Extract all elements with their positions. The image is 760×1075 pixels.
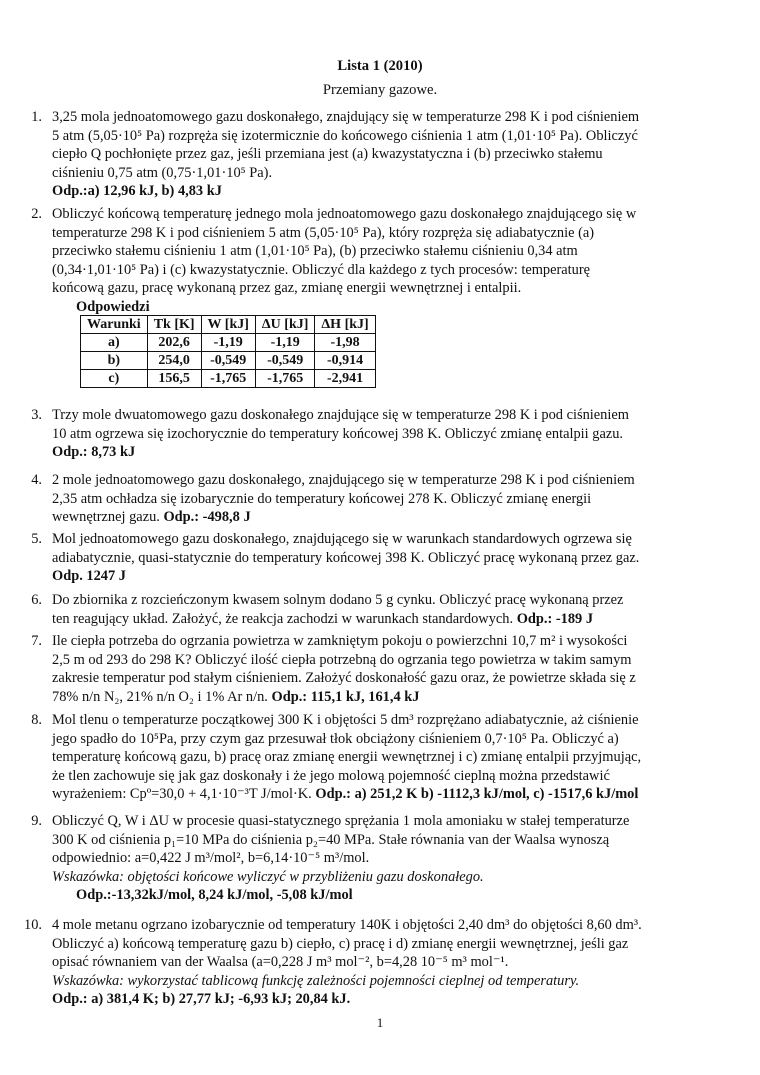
problem-text <box>52 205 708 298</box>
problem-number: 7. <box>31 633 42 649</box>
problem-text <box>52 406 708 462</box>
text-line: końcową gazu, pracę wykonaną przez gaz, zmianę energii wewnętrznej i entalpii. <box>52 280 522 297</box>
text-line: ciśnieniu 0,75 atm (0,75·1,01·10⁵ Pa). <box>52 164 273 181</box>
text-line: opisać równaniem van der Waalsa (a=0,228 J m³ mol⁻², b=4,28 10⁻⁵ m³ mol⁻¹. <box>52 954 509 971</box>
problem-10 <box>24 916 708 1009</box>
table-cell: -0,549 <box>255 352 315 370</box>
text-line: 2 mole jednoatomowego gazu doskonałego, znajdującego się w temperaturze 298 K i pod ciśnieniem <box>52 472 635 488</box>
text-line: odpowiednio: a=0,422 J m³/mol², b=6,14·10⁻⁵ m³/mol. <box>52 850 370 867</box>
text-line: że tlen zachowuje się jak gaz doskonały i że jego molową pojemność cieplną można przedstawić <box>52 767 610 784</box>
text-line: 2,35 atm ochładza się izobarycznie do temperatury końcowej 278 K. Obliczyć zmianę energii <box>52 490 592 507</box>
answer: Odp.:-13,32kJ/mol, 8,24 kJ/mol, -5,08 kJ/mol <box>76 887 353 903</box>
hint-text: Wskazówka: objętości końcowe wyliczyć w przybliżeniu gazu doskonałego. <box>52 868 484 885</box>
answer: Odp.: -498,8 J <box>163 509 251 526</box>
text-line: (0,34·1,01·10⁵ Pa) i (c) kwazystatycznie. Obliczyć dla każdego z tych procesów: temperaturę <box>52 261 591 278</box>
problem-2 <box>31 205 708 298</box>
table-header: Warunki <box>81 316 148 334</box>
text-line: Obliczyć końcową temperaturę jednego mola jednoatomowego gazu doskonałego znajdującego się w <box>52 206 637 222</box>
table-cell: -2,941 <box>315 370 375 388</box>
table-cell: a) <box>81 334 148 352</box>
problem-text <box>52 632 708 706</box>
text-line: Obliczyć Q, W i ΔU w procesie quasi-statycznego sprężania 1 mola amoniaku w stałej temperaturze <box>52 813 630 829</box>
problem-8 <box>31 711 708 804</box>
text-line: 5 atm (5,05·10⁵ Pa) rozpręża się izotermicznie do końcowego ciśnienia 1 atm (1,01·10⁵ Pa). Obliczyć <box>52 127 638 144</box>
problem-4 <box>31 471 708 527</box>
answer: Odp.: 8,73 kJ <box>52 444 136 461</box>
problem-6 <box>31 591 708 628</box>
problem-number: 5. <box>31 531 42 547</box>
text-line: przeciwko stałemu ciśnieniu 1 atm (1,01·10⁵ Pa), (b) przeciwko stałemu ciśnieniu 0,34 atm <box>52 243 578 260</box>
table-cell: c) <box>81 370 148 388</box>
text-line: 3,25 mola jednoatomowego gazu doskonałego, znajdujący się w temperaturze 298 K i pod ciśnieniem <box>52 109 640 125</box>
problem-number: 8. <box>31 712 42 728</box>
problem-number: 10. <box>24 917 42 933</box>
answer: Odp.: a) 381,4 K; b) 27,77 kJ; -6,93 kJ; 20,84 kJ. <box>52 991 351 1008</box>
text-line: adiabatycznie, quasi-statycznie do temperatury końcowej 398 K. Obliczyć pracę wykonaną przez gaz. <box>52 549 640 566</box>
problem-9 <box>31 812 708 886</box>
text-line: ciepło Q pochłonięte przez gaz, jeśli przemiana jest (a) kwazystatyczna i (b) przeciwko stałemu <box>52 146 603 163</box>
problem-3 <box>31 406 708 462</box>
table-cell: -1,98 <box>315 334 375 352</box>
answers-label: Odpowiedzi <box>76 299 150 315</box>
table-row <box>81 352 376 370</box>
table-cell: -0,549 <box>201 352 255 370</box>
problem-7 <box>31 632 708 706</box>
text-line: 300 K od ciśnienia p₁=10 MPa do ciśnienia p₂=40 MPa. Stałe równania van der Waalsa wynoszą <box>52 831 610 848</box>
text-line: zakresie temperatur pod stałym ciśnieniem. Założyć doskonałość gazu oraz, że powietrze składa się z <box>52 670 636 687</box>
answer: Odp.:a) 12,96 kJ, b) 4,83 kJ <box>52 183 222 200</box>
text-line: 4 mole metanu ogrzano izobarycznie od temperatury 140K i objętości 2,40 dm³ do objętości 8,60 dm³. <box>52 917 642 933</box>
table-row <box>81 334 376 352</box>
text-line: Trzy mole dwuatomowego gazu doskonałego znajdujące się w temperaturze 298 K i pod ciśnieniem <box>52 407 629 423</box>
table-cell: -0,914 <box>315 352 375 370</box>
problem-number: 9. <box>31 813 42 829</box>
answer: Odp.: -189 J <box>516 610 594 627</box>
text-line: temperaturze 298 K i pod ciśnieniem 5 atm (5,05·10⁵ Pa), który rozpręża się adiabatycznie (a) <box>52 224 595 241</box>
page-number: 1 <box>376 1015 384 1030</box>
table-header: ΔU [kJ] <box>255 316 315 334</box>
table-header: ΔH [kJ] <box>315 316 375 334</box>
answer: Odp.: a) 251,2 K b) -1112,3 kJ/mol, c) -1517,6 kJ/mol <box>315 786 639 803</box>
table-cell: 156,5 <box>147 370 201 388</box>
problem-9-answer-line <box>76 886 732 905</box>
text-line: temperaturę końcową gazu, b) pracę oraz zmianę energii wewnętrznej i c) zmianę entalpii przyjmując, <box>52 749 642 766</box>
text-line: ten reagujący układ. Założyć, że reakcja zachodzi w warunkach standardowych. <box>52 610 514 627</box>
text-line: 10 atm ogrzewa się izochorycznie do temperatury końcowej 398 K. Obliczyć zmianę entalpii gazu. <box>52 425 624 442</box>
text-line: Mol tlenu o temperaturze początkowej 300 K i objętości 5 dm³ rozprężano adiabatycznie, aż ciśnienie <box>52 712 639 728</box>
problem-number: 6. <box>31 592 42 608</box>
problem-5 <box>31 530 708 586</box>
results-table <box>80 315 376 388</box>
text-line: wyrażeniem: Cpº=30,0 + 4,1·10⁻³T J/mol·K. <box>52 786 312 803</box>
table-row <box>81 370 376 388</box>
table-cell: -1,765 <box>255 370 315 388</box>
answer: Odp. 1247 J <box>52 568 126 585</box>
text-line: wewnętrznej gazu. <box>52 509 160 526</box>
problem-text <box>52 530 708 586</box>
problem-1 <box>31 108 708 201</box>
problem-text <box>52 108 708 201</box>
problem-text <box>52 711 708 804</box>
table-header-row <box>81 316 376 334</box>
page-title: Lista 1 (2010) <box>337 58 423 74</box>
table-cell: 254,0 <box>147 352 201 370</box>
text-line: jego spadło do 10⁵Pa, przy czym gaz przesuwał tłok obciążony ciśnieniem 0,7·10⁵ Pa. Obliczyć a) <box>52 730 619 747</box>
problem-number: 1. <box>31 109 42 125</box>
problem-number: 2. <box>31 206 42 222</box>
text-line: Obliczyć a) końcową temperaturę gazu b) ciepło, c) pracę i d) zmianę energii wewnętrznej, jeśli gaz <box>52 935 629 952</box>
problem-text <box>52 812 708 886</box>
problem-text <box>52 916 708 1009</box>
problem-number: 3. <box>31 407 42 423</box>
table-header: W [kJ] <box>201 316 255 334</box>
text-line: 78% n/n N₂, 21% n/n O₂ i 1% Ar n/n. <box>52 688 268 705</box>
answer: Odp.: 115,1 kJ, 161,4 kJ <box>271 688 420 705</box>
text-line: 2,5 m od 293 do 298 K? Obliczyć ilość ciepła potrzebną do ogrzania tego powietrza w takim samym <box>52 651 632 668</box>
page-subtitle: Przemiany gazowe. <box>322 82 438 98</box>
table-header: Tk [K] <box>147 316 201 334</box>
text-line: Do zbiornika z rozcieńczonym kwasem solnym dodano 5 g cynku. Obliczyć pracę wykonaną przez <box>52 592 624 608</box>
table-cell: -1,765 <box>201 370 255 388</box>
table-cell: b) <box>81 352 148 370</box>
table-cell: -1,19 <box>201 334 255 352</box>
table-cell: 202,6 <box>147 334 201 352</box>
problem-number: 4. <box>31 472 42 488</box>
text-line: Mol jednoatomowego gazu doskonałego, znajdującego się w warunkach standardowych ogrzewa się <box>52 531 632 547</box>
problem-text <box>52 471 708 527</box>
table-cell: -1,19 <box>255 334 315 352</box>
hint-text: Wskazówka: wykorzystać tablicową funkcję zależności pojemności cieplnej od temperatury. <box>52 972 580 989</box>
text-line: Ile ciepła potrzeba do ogrzania powietrza w zamkniętym pokoju o powierzchni 10,7 m² i wysokości <box>52 633 628 649</box>
problem-text <box>52 591 708 628</box>
